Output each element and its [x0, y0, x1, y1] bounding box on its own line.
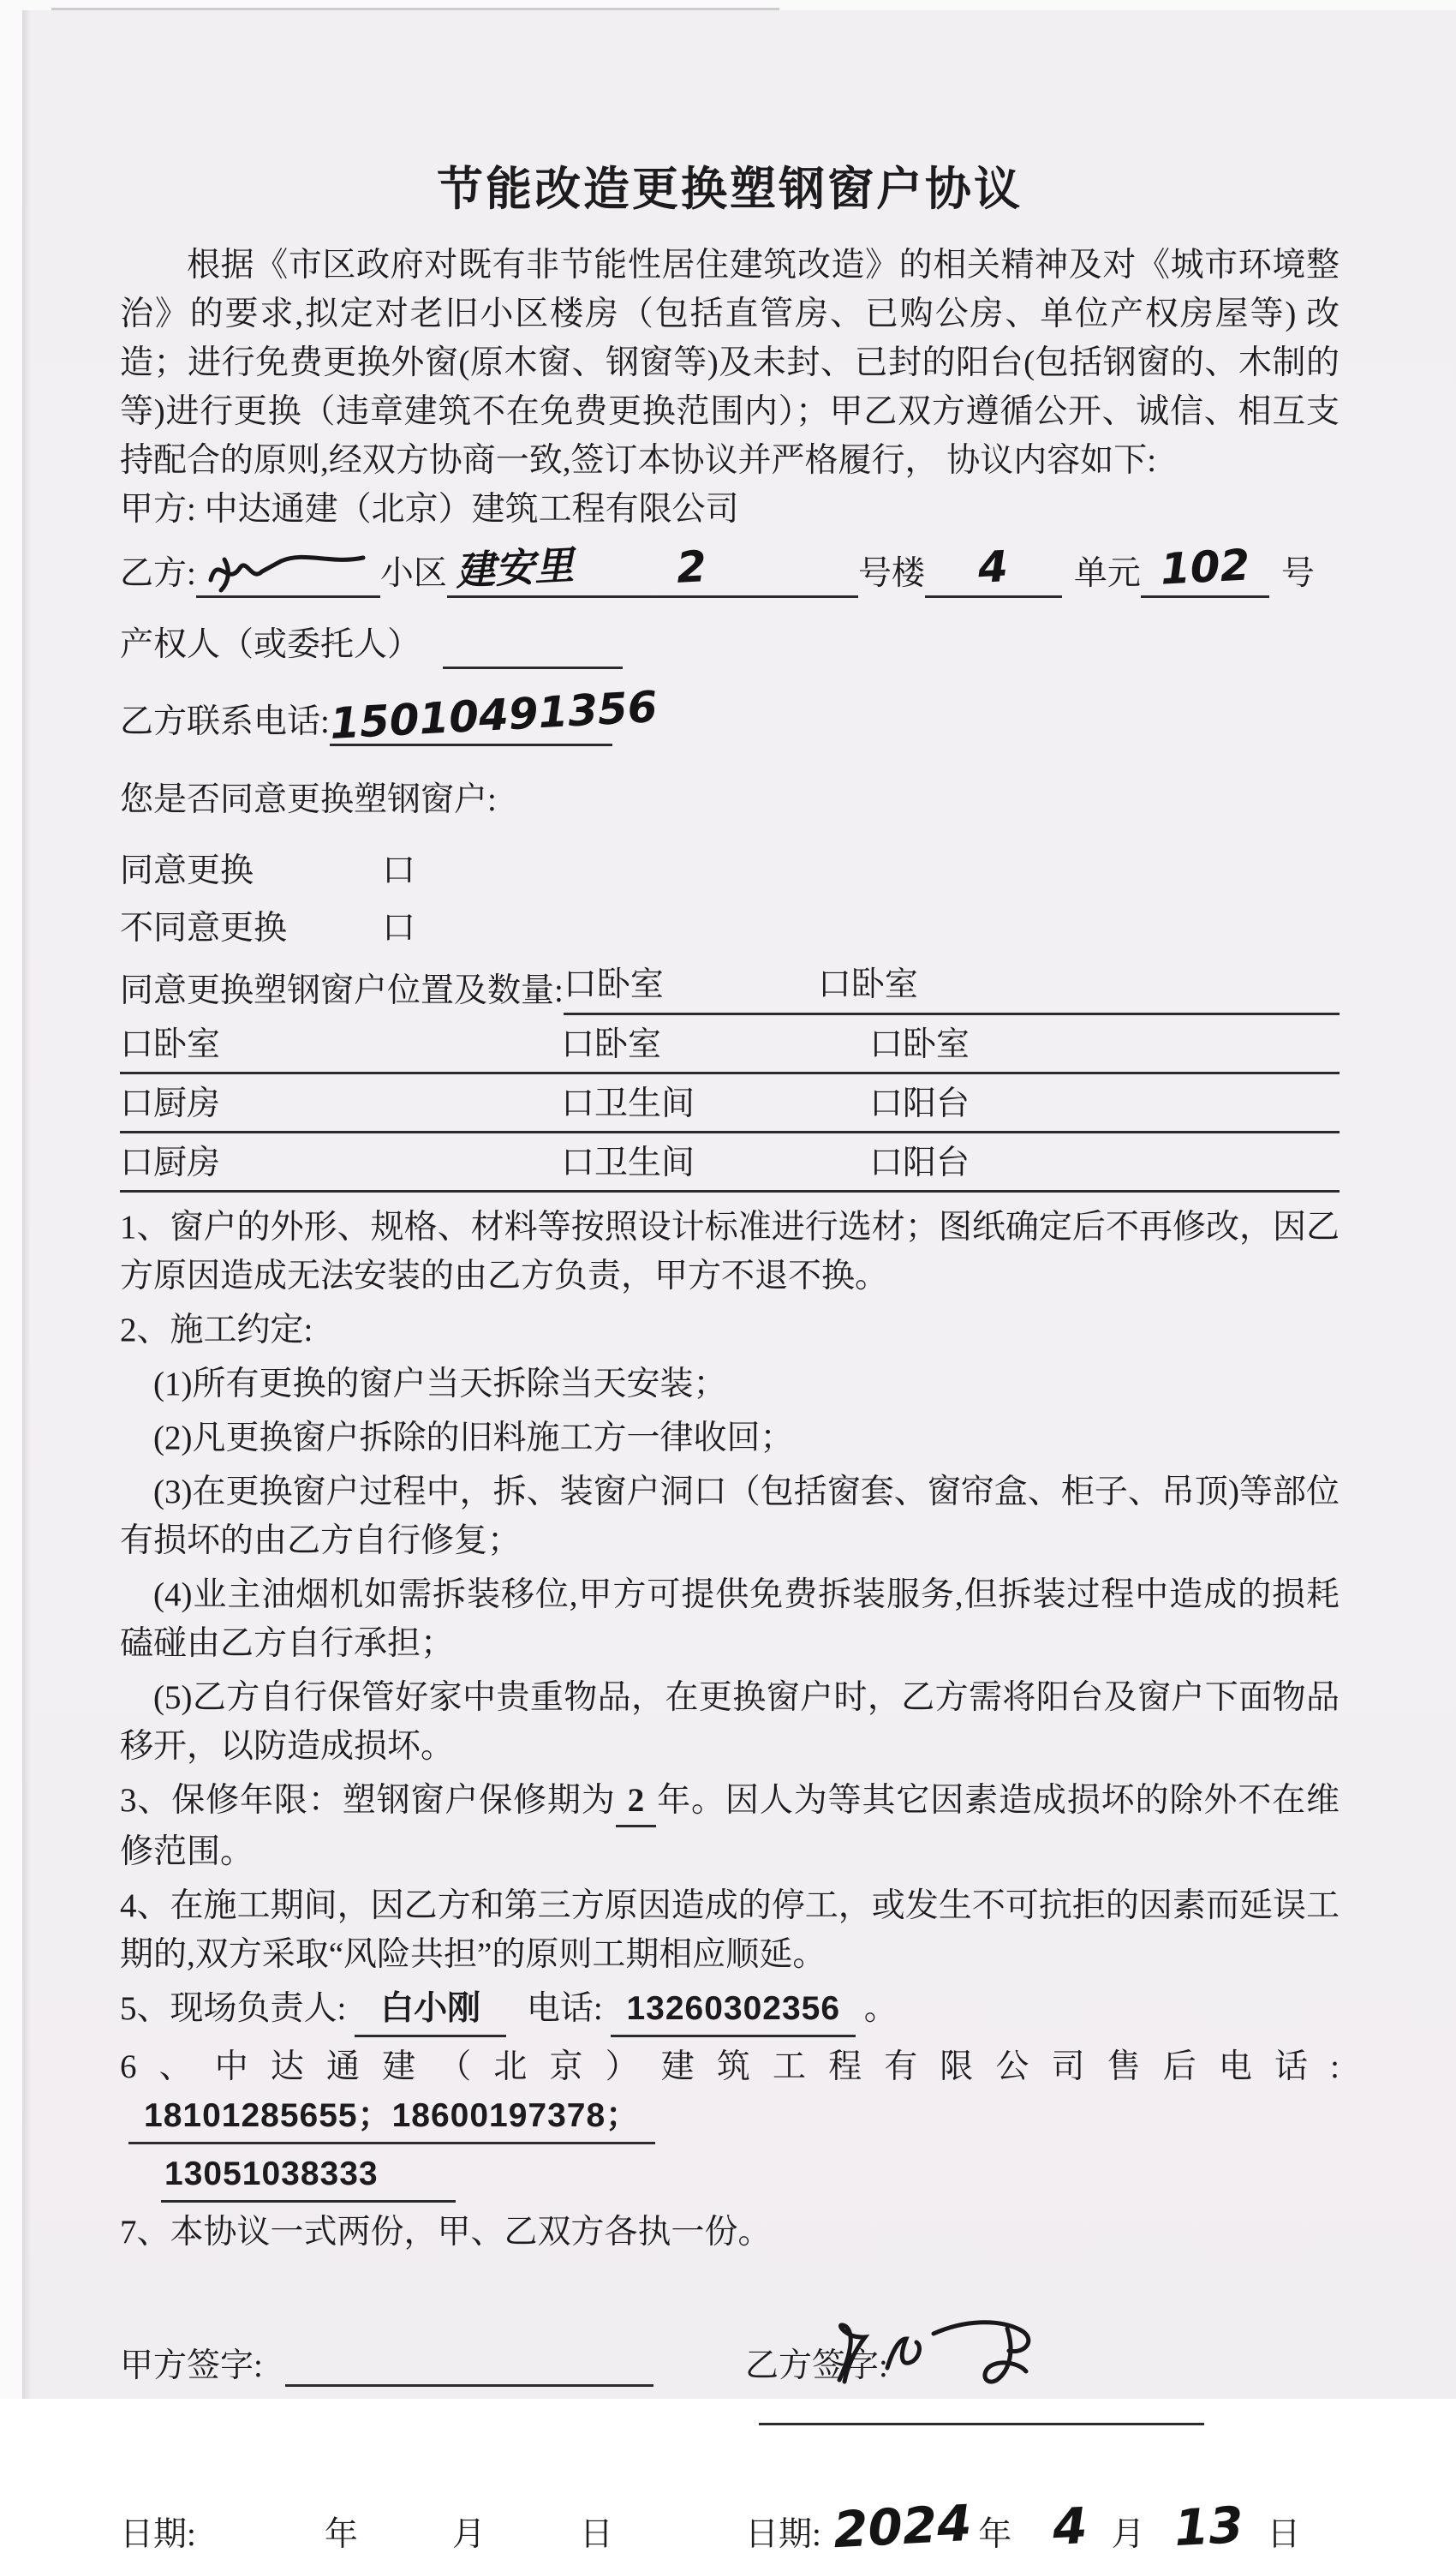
- agree-checkbox: 口: [382, 852, 416, 889]
- clause-6: [120, 2042, 1340, 2144]
- party-b-signature-label: 乙方签字:: [745, 2347, 888, 2384]
- position-cell: 口卧室: [563, 966, 664, 1003]
- room-label: 号: [1280, 555, 1315, 592]
- party-a-value: 中达通建（北京）建筑工程有限公司: [204, 491, 739, 528]
- party-a-date-block: [120, 2508, 745, 2556]
- position-cell: 口卧室: [817, 966, 918, 1003]
- date-label: 日期:: [120, 2516, 196, 2553]
- disagree-checkbox: 口: [382, 910, 416, 947]
- disagree-option-row: [120, 904, 1340, 953]
- clause-3-prefix: 3、保修年限：塑钢窗户保修期为: [120, 1782, 616, 1819]
- clause-6-line2: [161, 2149, 1340, 2203]
- phone-handwritten: 15010491356: [328, 682, 659, 749]
- room-no-handwritten: 102: [1159, 540, 1251, 595]
- disagree-label: 不同意更换: [120, 910, 288, 947]
- positions-row: [120, 1074, 1340, 1133]
- document-content: [120, 152, 1340, 2559]
- position-cell: 口卧室: [120, 1026, 221, 1063]
- site-manager-name: 白小刚: [355, 1984, 506, 2037]
- clause-4: 4、在施工期间，因乙方和第三方原因造成的停工，或发生不可抗拒的因素而延误工期的,双方采取“风险共担”的原则工期相应顺延。: [120, 1887, 1340, 1973]
- month-label: 月: [451, 2516, 486, 2553]
- owner-label: 产权人（或委托人）: [120, 626, 421, 663]
- scan-edge-artifact: [22, 10, 31, 2399]
- intro-paragraph: 根据《市区政府对既有非节能性居住建筑改造》的相关精神及对《城市环境整治》的要求,拟定对老旧小区楼房（包括直管房、已购公房、单位产权房屋等) 改造；进行免费更换外窗(原木窗、钢窗等)及未封、已封的阳台(包括钢窗的、木制的等)进行更换（违章建筑不在免费更换范围内）；甲乙双方遵循公开、诚信、相互支持配合的原则,经双方协商一致,签订本协议并严格履行， 协议内容如下:: [120, 247, 1340, 479]
- position-cell: 口厨房: [120, 1085, 221, 1122]
- clause-2-item: (5)乙方自行保管好家中贵重物品，在更换窗户时，乙方需将阳台及窗户下面物品移开，以防造成损坏。: [120, 1679, 1340, 1765]
- clause-2-item: (3)在更换窗户过程中，拆、装窗户洞口（包括窗套、窗帘盒、柜子、吊顶)等部位有损坏的由乙方自行修复；: [120, 1474, 1340, 1559]
- positions-header-label: 同意更换塑钢窗户位置及数量:: [120, 972, 564, 1009]
- position-cell: 口卧室: [869, 1026, 970, 1063]
- party-a-signature-label: 甲方签字:: [120, 2347, 263, 2384]
- community-prefix-blank: [196, 542, 380, 598]
- aftersales-phones-2: 13051038333: [161, 2149, 456, 2203]
- page-title: 节能改造更换塑钢窗户协议: [437, 164, 1023, 215]
- party-b-signature-blank: [759, 2423, 1204, 2425]
- month-label: 月: [1111, 2516, 1145, 2553]
- month-handwritten: 4: [1051, 2496, 1089, 2557]
- party-a-signature-blank: [285, 2384, 653, 2387]
- community-name-blank: [447, 543, 858, 598]
- phone-blank: [328, 682, 659, 749]
- positions-row: [120, 1133, 1340, 1193]
- phone-line: [120, 682, 1340, 749]
- room-no-blank: [1141, 540, 1269, 598]
- site-manager-phone: 13260302356: [611, 1984, 856, 2037]
- position-cell: 口卫生间: [561, 1085, 695, 1122]
- clause-5-label: 5、现场负责人:: [120, 1990, 347, 2027]
- clause-5-suffix: 。: [863, 1990, 898, 2027]
- agree-label: 同意更换: [120, 852, 254, 889]
- clause-2-item: (2)凡更换窗户拆除的旧料施工方一律收回；: [153, 1420, 794, 1456]
- party-b-line: [120, 542, 1340, 598]
- clause-2-heading: 2、施工约定:: [120, 1312, 313, 1348]
- clause-7: 7、本协议一式两份，甲、乙双方各执一份。: [120, 2214, 772, 2251]
- positions-header-row: [120, 961, 1340, 1015]
- building-label: 号楼: [857, 555, 925, 592]
- party-b-date-block: [745, 2493, 1340, 2559]
- position-cell: 口厨房: [120, 1145, 221, 1181]
- positions-row: [120, 1015, 1340, 1074]
- clause-5: [120, 1984, 1340, 2037]
- question-line: 您是否同意更换塑钢窗户:: [120, 781, 497, 818]
- unit-no-handwritten: 4: [976, 541, 1010, 593]
- owner-blank: [443, 667, 623, 669]
- day-label: 日: [1267, 2516, 1301, 2553]
- scan-edge-artifact: [51, 8, 779, 10]
- party-b-label: 乙方:: [120, 555, 196, 592]
- clause-5-phone-label: 电话:: [526, 1990, 603, 2027]
- day-label: 日: [579, 2516, 613, 2553]
- building-no-handwritten: 2: [675, 541, 708, 593]
- clause-3-suffix: 年。因人为等其它因素造成损坏的除外不在维修范围。: [120, 1782, 1340, 1870]
- signature-row: [120, 2339, 1340, 2425]
- position-cell: 口阳台: [869, 1085, 970, 1122]
- year-label: 年: [324, 2516, 358, 2553]
- unit-no-blank: [925, 543, 1062, 598]
- clause-1: 1、窗户的外形、规格、材料等按照设计标准进行选材；图纸确定后不再修改，因乙方原因造成无法安装的由乙方负责，甲方不退不换。: [120, 1209, 1340, 1294]
- party-b-signature-block: [745, 2339, 1340, 2425]
- party-a-label: 甲方:: [120, 491, 196, 528]
- owner-line: [120, 620, 1340, 669]
- party-b-signature-icon: [805, 2308, 1088, 2402]
- warranty-years-value: 2: [616, 1776, 657, 1827]
- party-a-line: [120, 485, 1340, 534]
- community-name-handwritten: 建安里: [454, 541, 576, 595]
- clause-2-item: (1)所有更换的窗户当天拆除当天安装；: [153, 1366, 727, 1402]
- community-suffix-label: 小区: [379, 555, 447, 592]
- agree-option-row: [120, 846, 1340, 895]
- handwritten-scribble-icon: [202, 542, 373, 595]
- day-handwritten: 13: [1172, 2495, 1245, 2558]
- date-label: 日期:: [745, 2516, 821, 2553]
- year-label: 年: [978, 2516, 1012, 2553]
- aftersales-phones-1: 18101285655；18600197378；: [128, 2091, 655, 2144]
- clause-3: [120, 1776, 1340, 1876]
- clause-2-item: (4)业主油烟机如需拆装移位,甲方可提供免费拆装服务,但拆装过程中造成的损耗磕碰由乙方自行承担；: [120, 1576, 1340, 1662]
- position-cell: 口卫生间: [561, 1145, 695, 1181]
- date-row: [120, 2493, 1340, 2559]
- unit-label: 单元: [1073, 555, 1141, 592]
- party-a-signature-block: [120, 2339, 745, 2425]
- phone-label: 乙方联系电话:: [120, 703, 330, 740]
- position-cell: 口阳台: [869, 1145, 970, 1181]
- position-cell: 口卧室: [561, 1026, 662, 1063]
- clause-6-label: 6、中达通建（北京）建筑工程有限公司售后电话:: [120, 2048, 1340, 2085]
- positions-row1-line: [564, 961, 1340, 1015]
- year-handwritten: 2024: [832, 2493, 973, 2559]
